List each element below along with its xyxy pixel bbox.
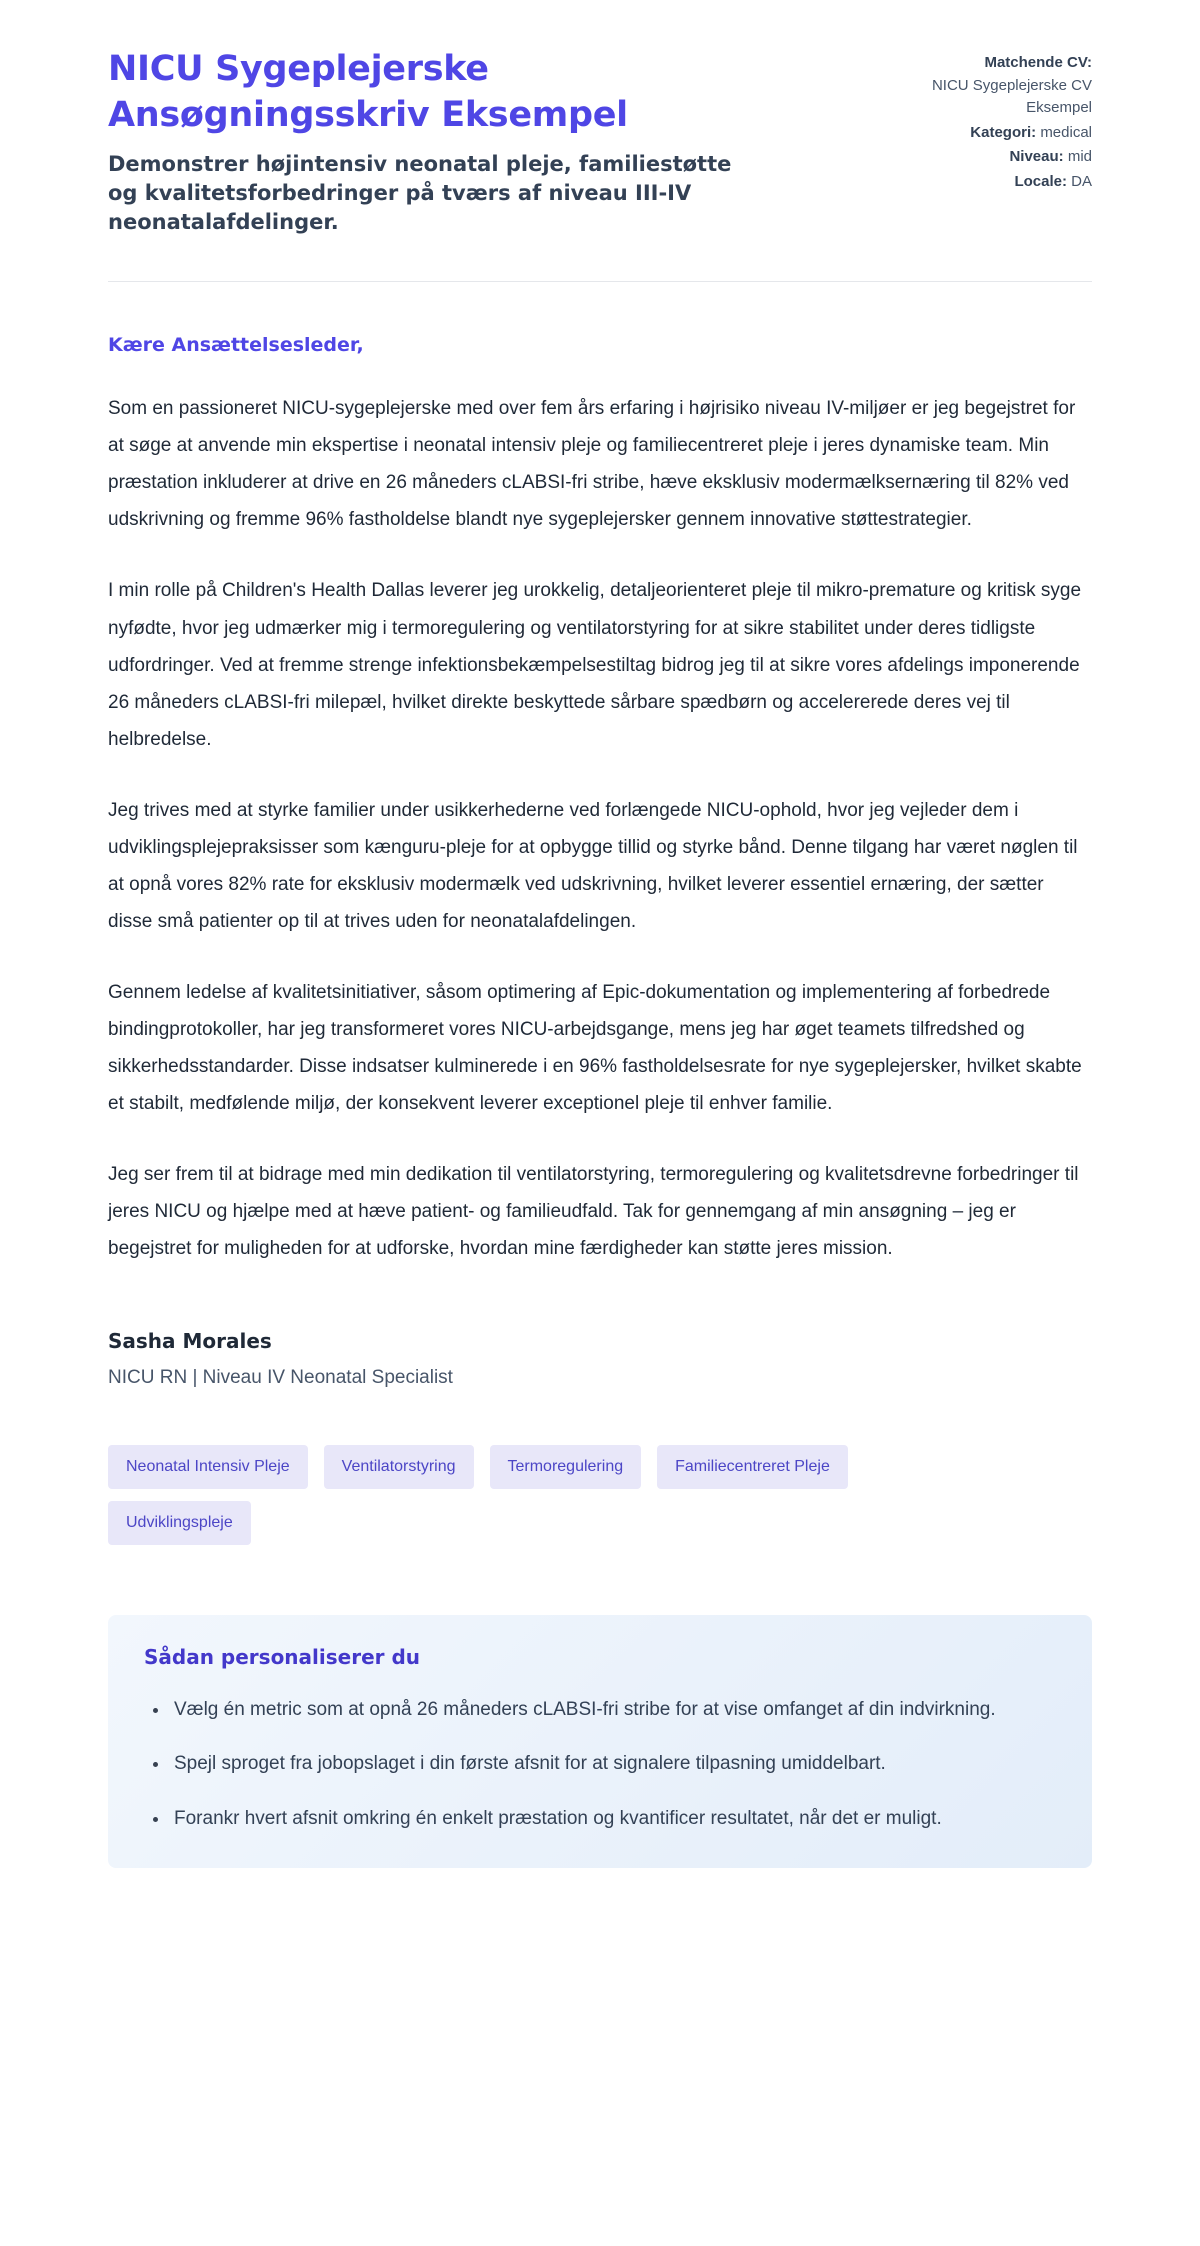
header-divider [108,281,1092,282]
header-title-block [108,46,748,237]
tips-list [144,1693,1056,1836]
page-title: NICU Sygeplejerske Ansøgningsskriv Eksempel [108,49,628,136]
signature-name: Sasha Morales [108,1329,272,1354]
meta-category-value: medical [1040,123,1092,141]
meta-matching-cv-label: Matchende CV: [984,54,1092,71]
letter-paragraph: I min rolle på Children's Health Dallas leverer jeg urokkelig, detaljeorienteret pleje til mikro-premature og kritisk syge nyfødte, hvor jeg udmærker mig i termoregulering og ventilatorstyring for at sikre stabilitet under deres tidligste udfordringer. Ved at fremme strenge infektionsbekæmpelsestiltag bidrog jeg til at sikre vores afdelings imponerende 26 måneders cLABSI-fri milepæl, hvilket direkte beskyttede sårbare spædbørn og accelererede deres vej til helbredelse. [108,580,1082,750]
skill-tag-list [108,1445,868,1545]
letter-paragraph: Som en passioneret NICU-sygeplejerske med over fem års erfaring i højrisiko niveau IV-miljøer er jeg begejstret for at søge at anvende min ekspertise i neonatal intensiv pleje og familiecentreret pleje i jeres dynamiske team. Min præstation inkluderer at drive en 26 måneders cLABSI-fri stribe, hæve eksklusiv modermælksernæring til 82% ved udskrivning og fremme 96% fastholdelse blandt nye sygeplejersker gennem innovative støttestrategier. [108,398,1076,531]
meta-level-value: mid [1067,148,1092,165]
letter-paragraph: Gennem ledelse af kvalitetsinitiativer, såsom optimering af Epic-dokumentation og implementering af forbedrede bindingprotokoller, har jeg transformeret vores NICU-arbejdsgange, mens jeg har øget teamets tilfredshed og sikkerhedsstandarder. Disse indsatser kulminerede i en 96% fastholdelsesrate for nye sygeplejersker, hvilket skabte et stabilt, medfølende miljø, der konsekvent leverer exceptionel pleje til enhver familie. [108,981,1082,1115]
meta-panel [892,46,1092,237]
meta-level [892,146,1092,169]
page-header [108,46,1092,237]
letter-paragraph: Jeg trives med at styrke familier under usikkerhederne ved forlængede NICU-ophold, hvor jeg vejleder dem i udviklingsplejepraksisser som kænguru-pleje for at opbygge tillid og styrke bånd. Denne tilgang har været nøglen til at opnå vores 82% rate for eksklusiv modermælk ved udskrivning, hvilket leverer essentiel ernæring, der sætter disse små patienter op til at trives uden for neonatalafdelingen. [108,799,1078,932]
skill-tag: Familiecentreret Pleje [657,1445,848,1489]
meta-category [892,122,1092,145]
meta-locale-value: DA [1071,172,1092,190]
meta-level-label: Niveau: [1009,148,1064,165]
skill-tag: Ventilatorstyring [324,1445,474,1489]
meta-category-label: Kategori: [970,123,1037,141]
signature-block [108,1329,1092,1389]
letter-paragraphs [108,390,1092,1267]
personalization-tips-callout [108,1615,1092,1868]
tip-item: • Vælg én metric som at opnå 26 måneders cLABSI-fri stribe for at vise omfanget af din indvirkning. [170,1693,1056,1727]
tips-heading: Sådan personaliserer du [144,1645,421,1670]
letter-paragraph: Jeg ser frem til at bidrage med min dedikation til ventilatorstyring, termoregulering og kvalitetsdrevne forbedringer til jeres NICU og hjælpe med at hæve patient- og familieudfald. Tak for gennemgang af min ansøgning – jeg er begejstret for muligheden for at udforske, hvordan mine færdigheder kan støtte jeres mission. [108,1164,1079,1260]
meta-locale-label: Locale: [1014,172,1067,190]
letter-greeting: Kære Ansættelsesleder, [108,334,364,357]
meta-matching-cv [892,52,1092,120]
skill-tag: Udviklingspleje [108,1501,251,1545]
meta-locale [892,171,1092,194]
tip-item: • Spejl sproget fra jobopslaget i din første afsnit for at signalere tilpasning umiddelbart. [170,1747,1056,1781]
skill-tag: Termoregulering [490,1445,642,1489]
page-subtitle: Demonstrer højintensiv neonatal pleje, familiestøtte og kvalitetsforbedringer på tværs af niveau III-IV neonatalafdelinger. [108,152,732,235]
skill-tag: Neonatal Intensiv Pleje [108,1445,308,1489]
signature-title: NICU RN | Niveau IV Neonatal Specialist [108,1367,453,1389]
letter-body [108,334,1092,1389]
tip-item: • Forankr hvert afsnit omkring én enkelt præstation og kvantificer resultatet, når det er muligt. [170,1802,1056,1836]
meta-matching-cv-value: NICU Sygeplejerske CV Eksempel [931,76,1092,116]
cover-letter-page [108,0,1092,1932]
